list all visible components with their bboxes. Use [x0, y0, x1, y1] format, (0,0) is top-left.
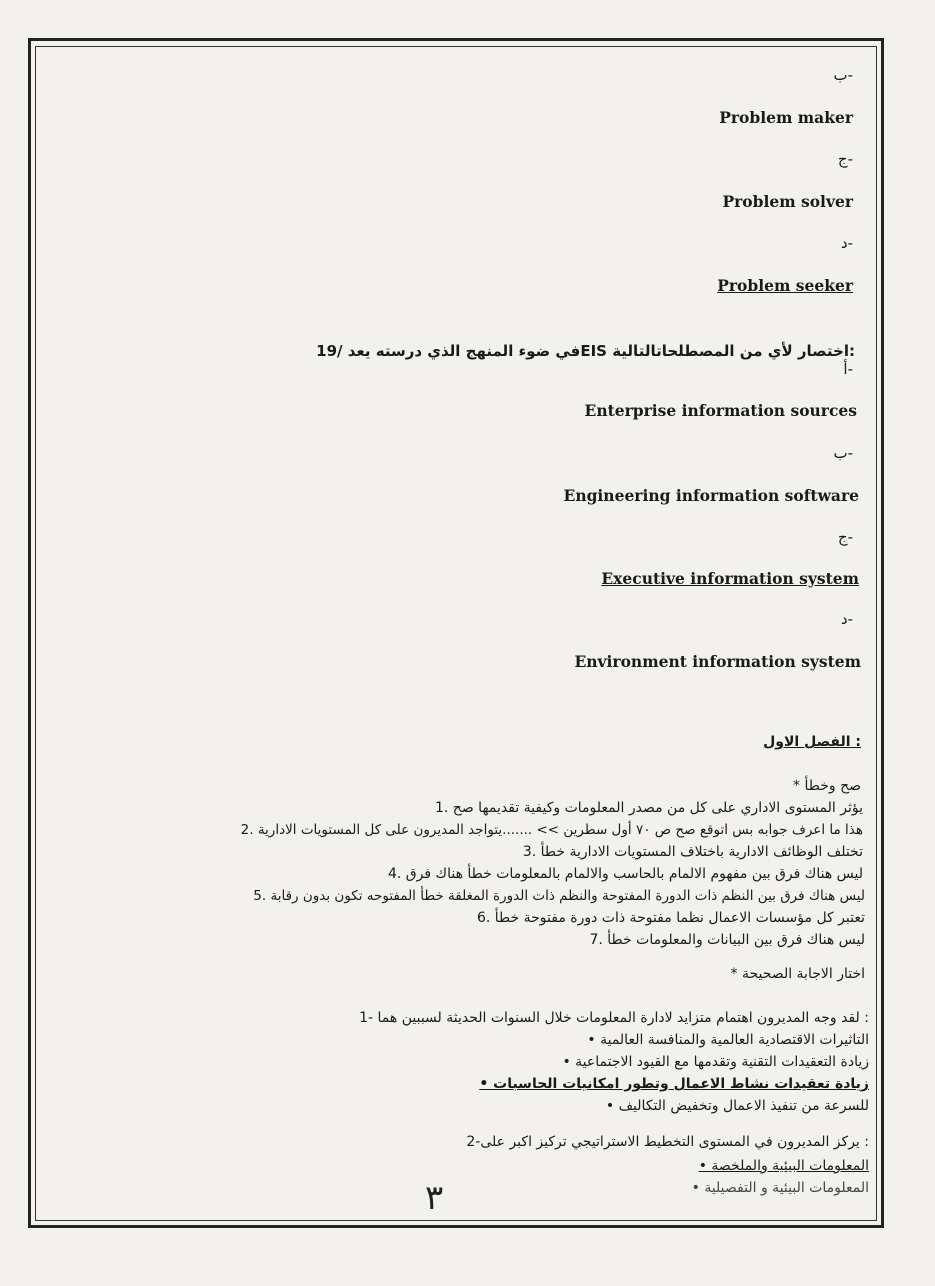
- tf-item-7: ليس هناك فرق بين البيانات والمعلومات خطأ .7: [589, 932, 865, 948]
- option-engineering-information-software: Engineering information software: [563, 486, 859, 505]
- mc-q1-option-4: للسرعة من تنفيذ الاعمال وتخفيض التكاليف •: [605, 1098, 869, 1114]
- mc-q2-option-1: المعلومات البيئية والملخصة •: [698, 1158, 869, 1174]
- tf-item-6: تعتبر كل مؤسسات الاعمال نظما مفتوحة ذات دورة مفتوحة خطأ .6: [476, 910, 865, 926]
- chapter-title: : الفصل الاول: [763, 734, 861, 750]
- option-letter-d: د-: [840, 610, 853, 628]
- option-problem-solver: Problem solver: [722, 192, 853, 211]
- question-19: :اختصار لأي من المصطلحاتالتالية EISفي ضوء المنهج الذي درسته يعد /19: [316, 342, 855, 360]
- option-problem-seeker: Problem seeker: [717, 276, 853, 295]
- tf-item-3: تختلف الوظائف الادارية باختلاف المستويات الادارية خطأ .3: [522, 844, 863, 860]
- mc-question-1: : لقد وجه المديرون اهتمام متزايد لادارة المعلومات خلال السنوات الحديثة لسببين هما -1: [359, 1010, 869, 1026]
- mc-q1-option-3: زيادة تعقيدات نشاط الاعمال وتطور امكانيات الحاسبات •: [479, 1076, 869, 1092]
- tf-item-5: ليس هناك فرق بين النظم ذات الدورة المفتوحة والنظم ذات الدورة المغلقة خطأ المفتوحه تكون بدون رقابة .5: [253, 888, 865, 904]
- option-letter-d: د-: [840, 234, 853, 252]
- option-letter-c: ج-: [837, 150, 853, 168]
- option-letter-b: ب-: [833, 444, 853, 462]
- tf-item-2: هذا ما اعرف جوابه بس اتوقع صح ص ٧٠ أول سطرين >> .......يتواجد المديرون على كل المستويات الادارية .2: [240, 822, 863, 838]
- option-letter-b: ب-: [833, 66, 853, 84]
- true-false-header: صح وخطأ *: [793, 778, 861, 794]
- option-enterprise-information-sources: Enterprise information sources: [584, 401, 857, 420]
- mc-q1-option-1: التاثيرات الاقتصادية العالمية والمنافسة العالمية •: [587, 1032, 869, 1048]
- tf-item-1: يؤثر المستوى الاداري على كل من مصدر المعلومات وكيفية تقديمها صح .1: [434, 800, 863, 816]
- option-letter-c: ج-: [837, 528, 853, 546]
- mc-question-2: : يركز المديرون في المستوى التخطيط الاستراتيجي تركيز اكبر على-2: [466, 1134, 869, 1150]
- multiple-choice-header: اختار الاجابة الصحيحة *: [730, 966, 865, 982]
- mc-q2-option-2: المعلومات البيئية و التفصيلية •: [691, 1180, 869, 1196]
- option-executive-information-system: Executive information system: [601, 569, 859, 588]
- option-letter-a: أ-: [843, 360, 853, 378]
- mc-q1-option-2: زيادة التعقيدات التقنية وتقدمها مع القيود الاجتماعية •: [562, 1054, 869, 1070]
- option-problem-maker: Problem maker: [719, 108, 853, 127]
- option-environment-information-system: Environment information system: [574, 652, 861, 671]
- page-number: ٣: [425, 1178, 444, 1218]
- tf-item-4: ليس هناك فرق بين مفهوم الالمام بالحاسب والالمام بالمعلومات خطأ هناك فرق .4: [387, 866, 863, 882]
